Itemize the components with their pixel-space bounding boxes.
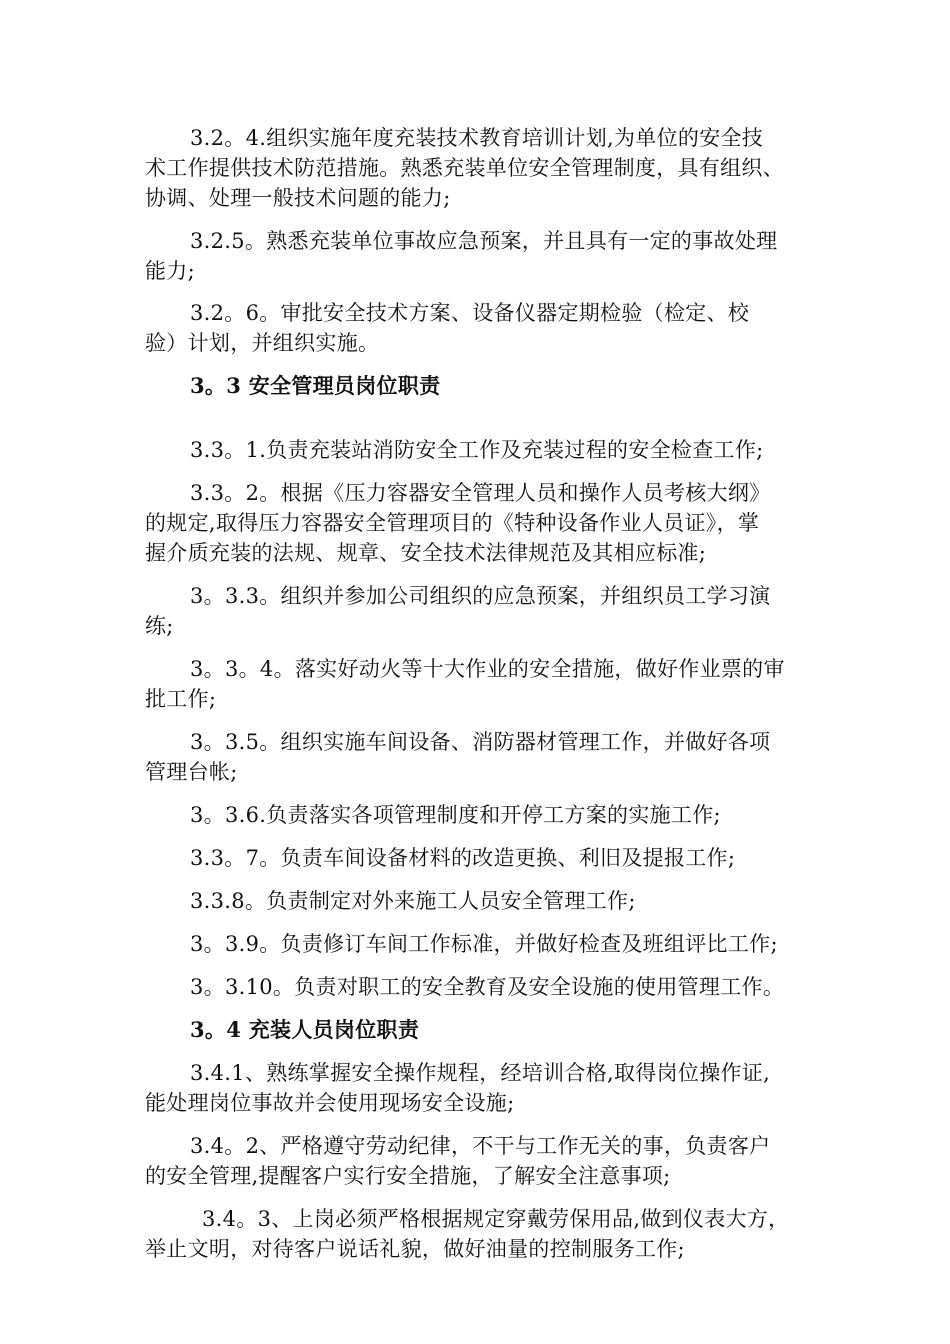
paragraph-3-3-4-line-1: 3。3。4。落实好动火等十大作业的安全措施，做好作业票的审 — [190, 657, 785, 681]
paragraph-3-3-1: 3.3。1.负责充装站消防安全工作及充装过程的安全检查工作; — [190, 438, 764, 462]
paragraph-3-3-2-line-3: 握介质充装的法规、规章、安全技术法律规范及其相应标准; — [145, 541, 707, 565]
paragraph-3-3-5-line-2: 管理台帐; — [145, 760, 238, 784]
paragraph-3-2-5-line-2: 能力; — [145, 259, 195, 283]
section-heading-3-3: 3。3 安全管理员岗位职责 — [190, 373, 441, 398]
paragraph-3-3-3-line-2: 练; — [145, 614, 174, 638]
paragraph-3-3-6: 3。3.6.负责落实各项管理制度和开停工方案的实施工作; — [190, 803, 721, 827]
paragraph-3-2-5-line-1: 3.2.5。熟悉充装单位事故应急预案，并且具有一定的事故处理 — [190, 229, 778, 253]
paragraph-3-2-6-line-2: 验）计划，并组织实施。 — [145, 331, 380, 355]
paragraph-3-3-8: 3.3.8。负责制定对外来施工人员安全管理工作; — [190, 889, 636, 913]
paragraph-3-3-2-line-2: 的规定,取得压力容器安全管理项目的《特种设备作业人员证》，掌 — [145, 511, 760, 535]
paragraph-3-3-5-line-1: 3。3.5。组织实施车间设备、消防器材管理工作，并做好各项 — [190, 730, 771, 754]
paragraph-3-4-1-line-2: 能处理岗位事故并会使用现场安全设施; — [145, 1091, 515, 1115]
paragraph-3-3-7: 3.3。7。负责车间设备材料的改造更换、利旧及提报工作; — [190, 846, 736, 870]
paragraph-3-4-1-line-1: 3.4.1、熟练掌握安全操作规程，经培训合格,取得岗位操作证, — [190, 1061, 771, 1085]
section-heading-3-4: 3。4 充装人员岗位职责 — [190, 1017, 420, 1042]
paragraph-3-2-4-line-1: 3.2。4.组织实施年度充装技术教育培训计划,为单位的安全技 — [190, 126, 764, 150]
paragraph-3-2-4-line-2: 术工作提供技术防范措施。熟悉充装单位安全管理制度，具有组织、 — [145, 156, 784, 180]
paragraph-3-4-2-line-2: 的安全管理,提醒客户实行安全措施，了解安全注意事项; — [145, 1164, 671, 1188]
paragraph-3-2-4-line-3: 协调、处理一般技术问题的能力; — [145, 186, 451, 210]
paragraph-3-2-6-line-1: 3.2。6。审批安全技术方案、设备仪器定期检验（检定、校 — [190, 301, 750, 325]
paragraph-3-4-2-line-1: 3.4。2、严格遵守劳动纪律，不干与工作无关的事，负责客户 — [190, 1134, 771, 1158]
paragraph-3-3-2-line-1: 3.3。2。根据《压力容器安全管理人员和操作人员考核大纲》 — [190, 481, 771, 505]
paragraph-3-3-10: 3。3.10。负责对职工的安全教育及安全设施的使用管理工作。 — [190, 975, 785, 999]
paragraph-3-4-3-line-1: 3.4。3、上岗必须严格根据规定穿戴劳保用品,做到仪表大方， — [202, 1207, 790, 1231]
paragraph-3-3-9: 3。3.9。负责修订车间工作标准，并做好检查及班组评比工作; — [190, 932, 778, 956]
paragraph-3-3-3-line-1: 3。3.3。组织并参加公司组织的应急预案，并组织员工学习演 — [190, 584, 771, 608]
paragraph-3-3-4-line-2: 批工作; — [145, 687, 217, 711]
paragraph-3-4-3-line-2: 举止文明，对待客户说话礼貌，做好油量的控制服务工作; — [145, 1237, 685, 1261]
